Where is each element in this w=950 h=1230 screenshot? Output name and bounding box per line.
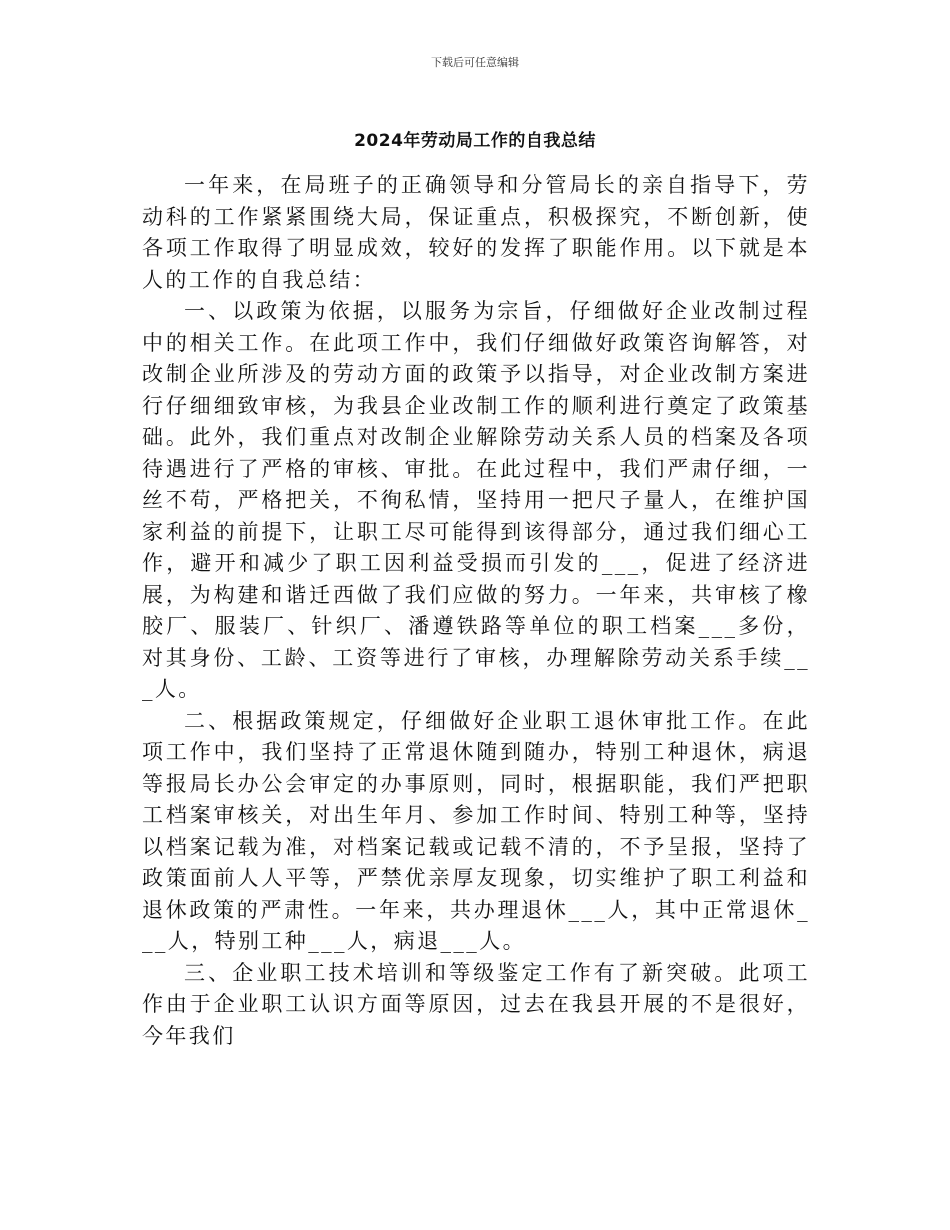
document-title: 2024年劳动局工作的自我总结: [354, 131, 596, 151]
paragraph-section-3: 三、企业职工技术培训和等级鉴定工作有了新突破。此项工作由于企业职工认识方面等原因，过去在我县开展的不是很好，今年我们: [142, 960, 810, 1048]
document-body: [142, 170, 810, 1052]
paragraph-section-1: 一、以政策为依据，以服务为宗旨，仔细做好企业改制过程中的相关工作。在此项工作中，我们仔细做好政策咨询解答，对改制企业所涉及的劳动方面的政策予以指导，对企业改制方案进行仔细细致审核，为我县企业改制工作的顺利进行奠定了政策基础。此外，我们重点对改制企业解除劳动关系人员的档案及各项待遇进行了严格的审核、审批。在此过程中，我们严肃仔细，一丝不苟，严格把关，不徇私情，坚持用一把尺子量人，在维护国家利益的前提下，让职工尽可能得到该得部分，通过我们细心工作，避开和减少了职工因利益受损而引发的___，促进了经济进展，为构建和谐迁西做了我们应做的努力。一年来，共审核了橡胶厂、服装厂、针织厂、潘遵铁路等单位的职工档案___多份，对其身份、工龄、工资等进行了审核，办理解除劳动关系手续___人。: [142, 299, 810, 701]
paragraph-intro: 一年来，在局班子的正确领导和分管局长的亲自指导下，劳动科的工作紧紧围绕大局，保证重点，积极探究，不断创新，使各项工作取得了明显成效，较好的发挥了职能作用。以下就是本人的工作的自我总结：: [142, 173, 810, 292]
paragraph-section-2: 二、根据政策规定，仔细做好企业职工退休审批工作。在此项工作中，我们坚持了正常退休随到随办，特别工种退休，病退等报局长办公会审定的办事原则，同时，根据职能，我们严把职工档案审核关，对出生年月、参加工作时间、特别工种等，坚持以档案记载为准，对档案记载或记载不清的，不予呈报，坚持了政策面前人人平等，严禁优亲厚友现象，切实维护了职工利益和退休政策的严肃性。一年来，共办理退休___人，其中正常退休___人，特别工种___人，病退___人。: [142, 708, 810, 953]
page-header-note: 下载后可任意编辑: [431, 56, 519, 69]
